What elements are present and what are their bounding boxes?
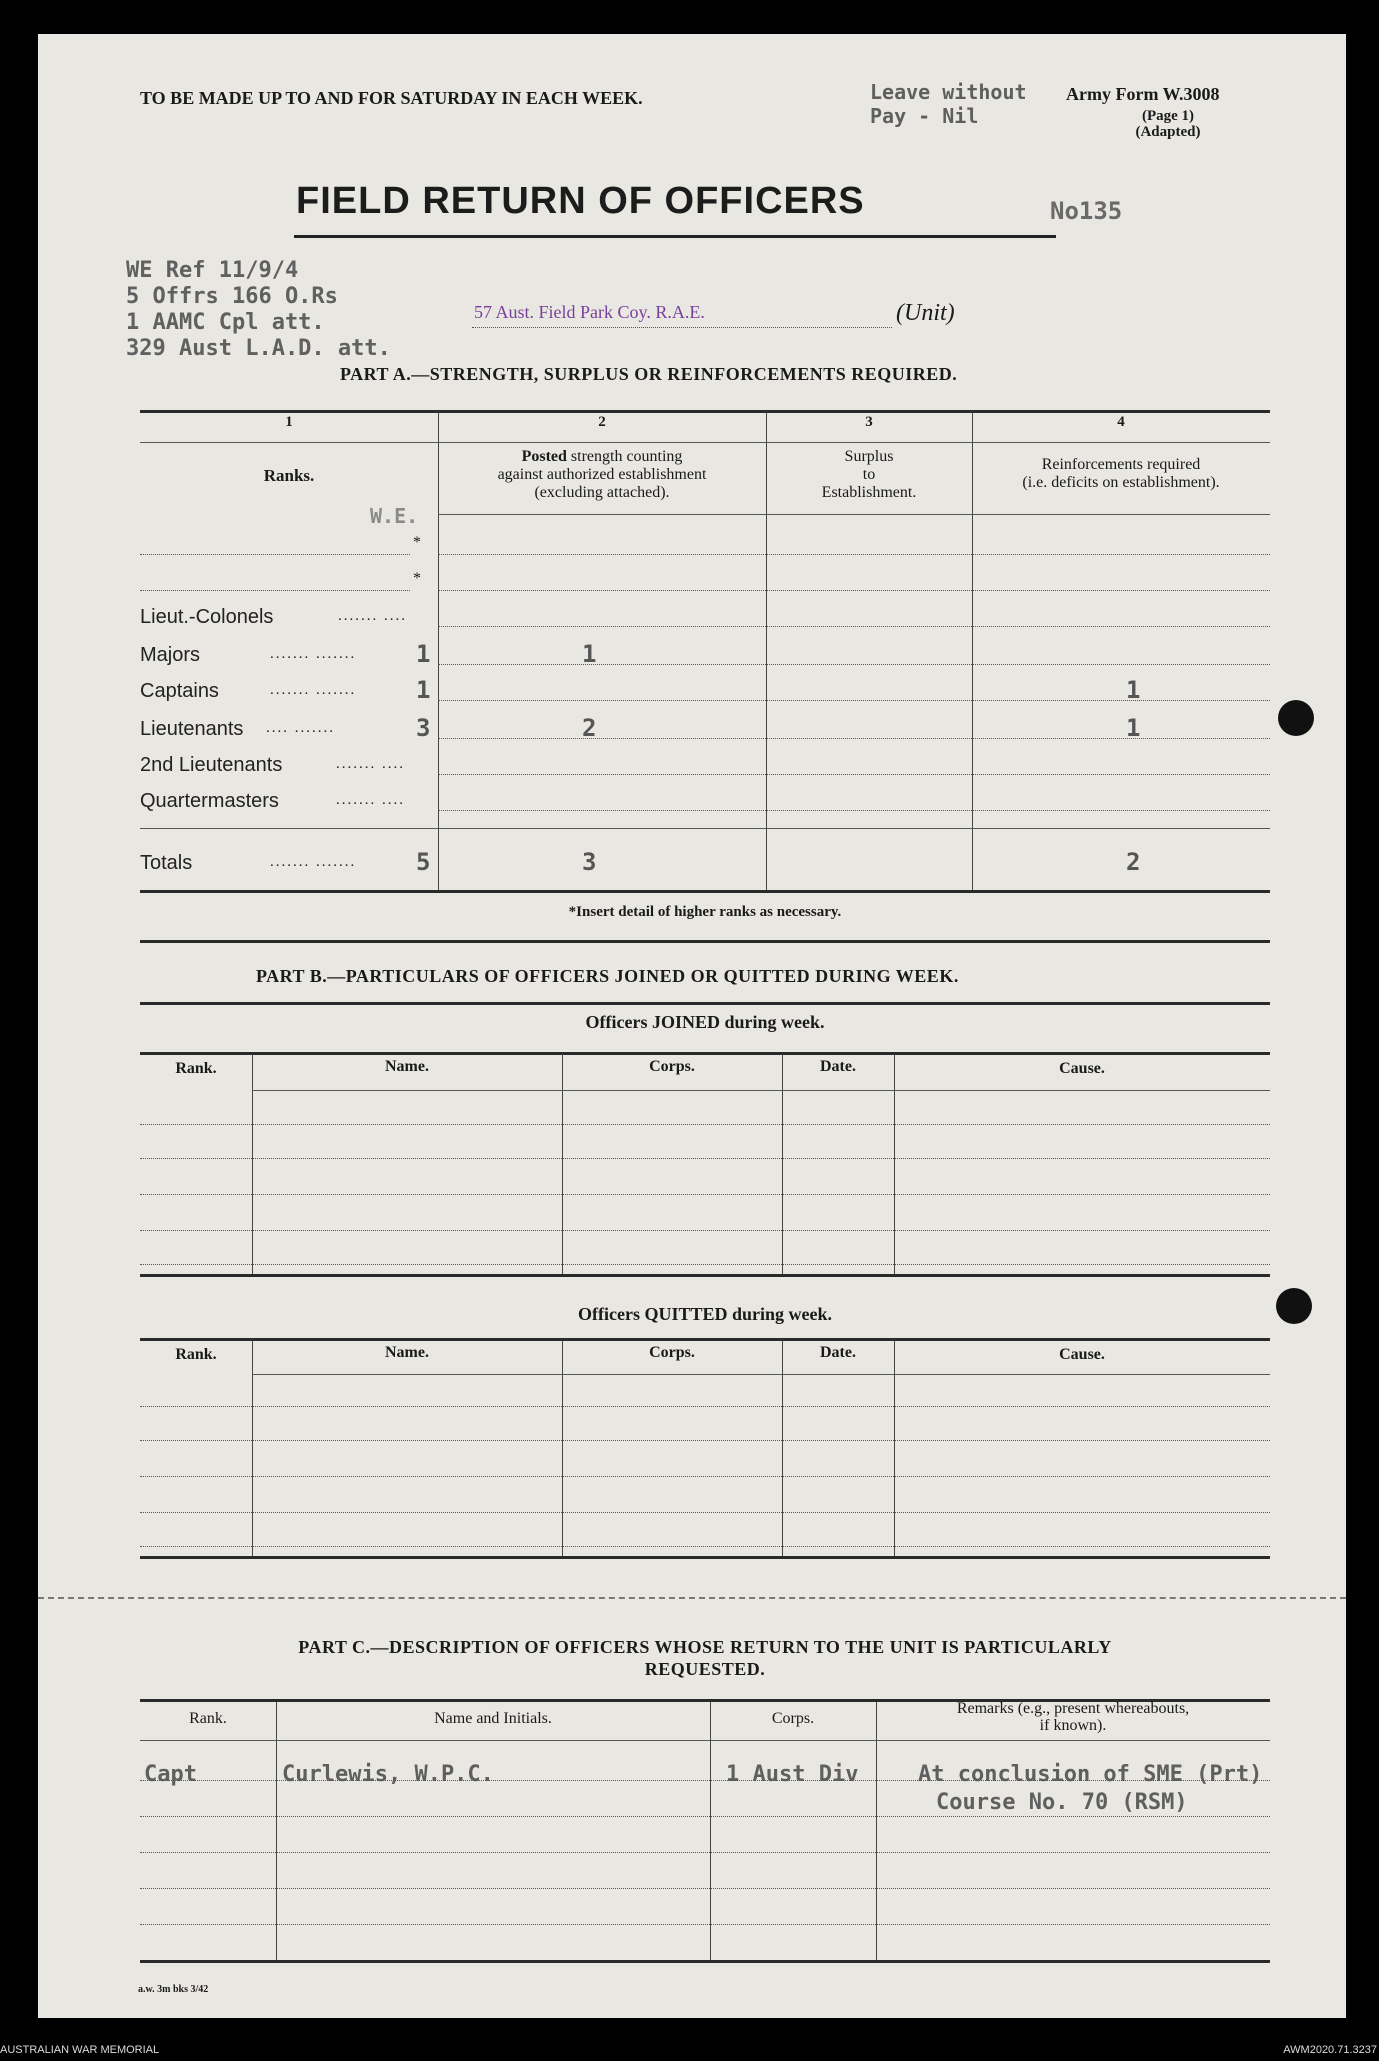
typed-note-line3: 1 AAMC Cpl att. (126, 310, 325, 335)
joined-header-top-rule (140, 1052, 1270, 1055)
leave-stamp-line2: Pay - Nil (870, 104, 979, 128)
part-c-col-remarks-line2: if known). (1039, 1717, 1107, 1734)
majors-posted: 1 (582, 640, 597, 668)
part-c-col-rank: Rank. (189, 1710, 227, 1727)
army-form-name: Army Form W.3008 (1066, 84, 1220, 104)
part-c-title-line1: PART C.—DESCRIPTION OF OFFICERS WHOSE RETURN TO THE UNIT IS PARTICULARLY (298, 1637, 1112, 1657)
typed-notes (126, 258, 391, 362)
part-c-row-line-2 (140, 1816, 1270, 1817)
quitted-row-line-1 (140, 1406, 1270, 1407)
part-c-col-name: Name and Initials. (434, 1710, 552, 1727)
col-posted-rest: strength counting (570, 448, 683, 465)
rank-2nd-lieutenants: 2nd Lieutenants (140, 754, 283, 776)
part-c-header-rule (140, 1740, 1270, 1741)
row-rule-c (438, 626, 1270, 627)
rank-captains: Captains (140, 680, 219, 702)
part-c-col-remarks (876, 1700, 1270, 1734)
part-c-row-line-4 (140, 1888, 1270, 1889)
joined-row-line-1 (140, 1124, 1270, 1125)
col-surplus-line3: Establishment. (821, 484, 917, 501)
quitted-title: Officers QUITTED during week. (578, 1304, 832, 1324)
col-surplus-header (766, 448, 972, 502)
part-c-title-line2: REQUESTED. (644, 1659, 766, 1679)
part-b-top-rule (140, 1002, 1270, 1005)
typed-note-line2: 5 Offrs 166 O.Rs (126, 284, 338, 309)
col-number-1: 1 (285, 414, 293, 430)
col-posted-header (438, 448, 766, 502)
joined-header-rule (252, 1090, 1270, 1091)
col-number-3: 3 (865, 414, 873, 430)
rank-majors: Majors (140, 644, 201, 666)
part-c-entry-rank: Capt (144, 1762, 197, 1787)
quitted-col-cause: Cause. (1059, 1346, 1105, 1363)
punch-hole-1 (1278, 700, 1314, 736)
print-code: a.w. 3m bks 3/42 (138, 1984, 209, 1995)
row-rule-a (438, 554, 1270, 555)
col-surplus-line2: to (862, 466, 876, 483)
captains-we: 1 (416, 676, 431, 704)
joined-col-corps: Corps. (649, 1058, 695, 1075)
quitted-header-top-rule (140, 1338, 1270, 1341)
joined-vline-4 (894, 1054, 895, 1274)
part-a-bottom-rule (140, 890, 1270, 893)
col-number-4: 4 (1117, 414, 1125, 430)
leader-dots-3: ....... ....... (270, 682, 357, 698)
row-rule-b (438, 590, 1270, 591)
part-c-entry-name: Curlewis, W.P.C. (282, 1762, 494, 1787)
form-page-number: (Page 1) (1141, 108, 1195, 124)
quitted-col-date: Date. (820, 1344, 856, 1361)
part-c-bottom-rule (140, 1960, 1270, 1963)
footer-accession: AWM2020.71.3237 (1283, 2044, 1377, 2056)
totals-we: 5 (416, 848, 431, 876)
asterisk-1: * (413, 534, 421, 551)
col-reinf-header (972, 456, 1270, 492)
leader-dots-6: ....... .... (336, 792, 405, 808)
form-page-info (1108, 108, 1228, 140)
part-c-title (140, 1636, 1270, 1680)
joined-row-line-3 (140, 1194, 1270, 1195)
quitted-vline-3 (782, 1340, 783, 1556)
captains-reinf: 1 (1126, 676, 1141, 704)
totals-reinf: 2 (1126, 848, 1141, 876)
col-ranks-header: Ranks. (263, 466, 315, 485)
joined-col-name: Name. (385, 1058, 429, 1075)
quitted-row-line-5 (140, 1546, 1270, 1547)
joined-col-cause: Cause. (1059, 1060, 1105, 1077)
joined-col-rank: Rank. (175, 1060, 217, 1077)
joined-row-line-5 (140, 1264, 1270, 1265)
majors-we: 1 (416, 640, 431, 668)
typed-note-line1: WE Ref 11/9/4 (126, 258, 299, 283)
quitted-bottom-rule (140, 1556, 1270, 1559)
joined-vline-1 (252, 1054, 253, 1274)
leader-dots-1: ....... .... (338, 608, 407, 624)
part-c-entry-remarks-2: Course No. 70 (RSM) (936, 1790, 1188, 1815)
col-number-2: 2 (598, 414, 606, 430)
part-c-row-line-1 (140, 1780, 1270, 1781)
leader-dots-4: .... ....... (266, 720, 335, 736)
typed-note-line4: 329 Aust L.A.D. att. (126, 336, 391, 361)
totals-label: Totals (140, 852, 193, 874)
header-instruction: TO BE MADE UP TO AND FOR SATURDAY IN EACH WEEK. (140, 88, 643, 108)
row-rule-e (438, 700, 1270, 701)
extra-rank-line-1 (140, 554, 410, 555)
quitted-vline-1 (252, 1340, 253, 1556)
col-posted-bold: Posted (521, 448, 567, 465)
row-rule-h (438, 810, 1270, 811)
part-c-col-remarks-line1: Remarks (e.g., present whereabouts, (956, 1700, 1190, 1717)
part-c-entry-remarks-1: At conclusion of SME (Prt) (918, 1762, 1263, 1787)
lieutenants-posted: 2 (582, 714, 597, 742)
quitted-col-name: Name. (385, 1344, 429, 1361)
joined-col-date: Date. (820, 1058, 856, 1075)
totals-posted: 3 (582, 848, 597, 876)
joined-title: Officers JOINED during week. (585, 1012, 825, 1032)
leader-dots-totals: ....... ....... (270, 854, 357, 870)
part-a-footnote: *Insert detail of higher ranks as necessary. (568, 904, 842, 920)
part-a-footnote-rule (140, 940, 1270, 943)
joined-bottom-rule (140, 1274, 1270, 1277)
quitted-row-line-4 (140, 1512, 1270, 1513)
totals-top-rule (140, 828, 1270, 829)
header-bottom-rule (438, 514, 1270, 515)
quitted-header-rule (252, 1374, 1270, 1375)
part-b-title: PART B.—PARTICULARS OF OFFICERS JOINED OR QUITTED DURING WEEK. (256, 966, 959, 986)
col-reinf-line2: (i.e. deficits on establishment). (1022, 474, 1220, 491)
part-c-row-line-5 (140, 1924, 1270, 1925)
unit-dotted-line (472, 327, 892, 328)
we-label: W.E. (370, 504, 419, 528)
leader-dots-2: ....... ....... (270, 646, 357, 662)
part-c-row-line-3 (140, 1852, 1270, 1853)
leader-dots-5: ....... .... (336, 756, 405, 772)
part-a-title: PART A.—STRENGTH, SURPLUS OR REINFORCEMENTS REQUIRED. (340, 364, 958, 384)
footer-source: AUSTRALIAN WAR MEMORIAL (0, 2044, 160, 2056)
lieutenants-we: 3 (416, 714, 431, 742)
quitted-col-rank: Rank. (175, 1346, 217, 1363)
leave-stamp (870, 80, 1027, 128)
quitted-row-line-3 (140, 1476, 1270, 1477)
return-number: No135 (1050, 197, 1123, 225)
unit-value: 57 Aust. Field Park Coy. R.A.E. (474, 302, 705, 322)
col-surplus-line1: Surplus (844, 448, 894, 465)
tear-off-line (38, 1597, 1346, 1599)
joined-vline-3 (782, 1054, 783, 1274)
form-page (38, 34, 1346, 2018)
lieutenants-reinf: 1 (1126, 714, 1141, 742)
form-adapted: (Adapted) (1135, 124, 1201, 140)
quitted-vline-4 (894, 1340, 895, 1556)
quitted-col-corps: Corps. (649, 1344, 695, 1361)
part-c-entry-corps: 1 Aust Div (726, 1762, 859, 1787)
row-rule-g (438, 774, 1270, 775)
quitted-vline-2 (562, 1340, 563, 1556)
page-title: FIELD RETURN OF OFFICERS (296, 180, 865, 222)
quitted-row-line-2 (140, 1440, 1270, 1441)
col-posted-line3: (excluding attached). (534, 484, 670, 501)
punch-hole-2 (1276, 1288, 1312, 1324)
asterisk-2: * (413, 570, 421, 587)
joined-row-line-4 (140, 1230, 1270, 1231)
extra-rank-line-2 (140, 590, 410, 591)
joined-vline-2 (562, 1054, 563, 1274)
unit-label: (Unit) (896, 300, 955, 326)
rank-quartermasters: Quartermasters (140, 790, 279, 812)
col-posted-line2: against authorized establishment (497, 466, 707, 483)
leave-stamp-line1: Leave without (870, 80, 1027, 104)
col-number-rule (140, 442, 1270, 443)
row-rule-f (438, 738, 1270, 739)
part-a-top-rule (140, 410, 1270, 413)
row-rule-d (438, 664, 1270, 665)
rank-lieutenants: Lieutenants (140, 718, 244, 740)
part-c-col-corps: Corps. (771, 1710, 815, 1727)
joined-row-line-2 (140, 1158, 1270, 1159)
rank-lieut-colonels: Lieut.-Colonels (140, 606, 274, 628)
title-underline (294, 235, 1056, 238)
col-reinf-line1: Reinforcements required (1041, 456, 1201, 473)
